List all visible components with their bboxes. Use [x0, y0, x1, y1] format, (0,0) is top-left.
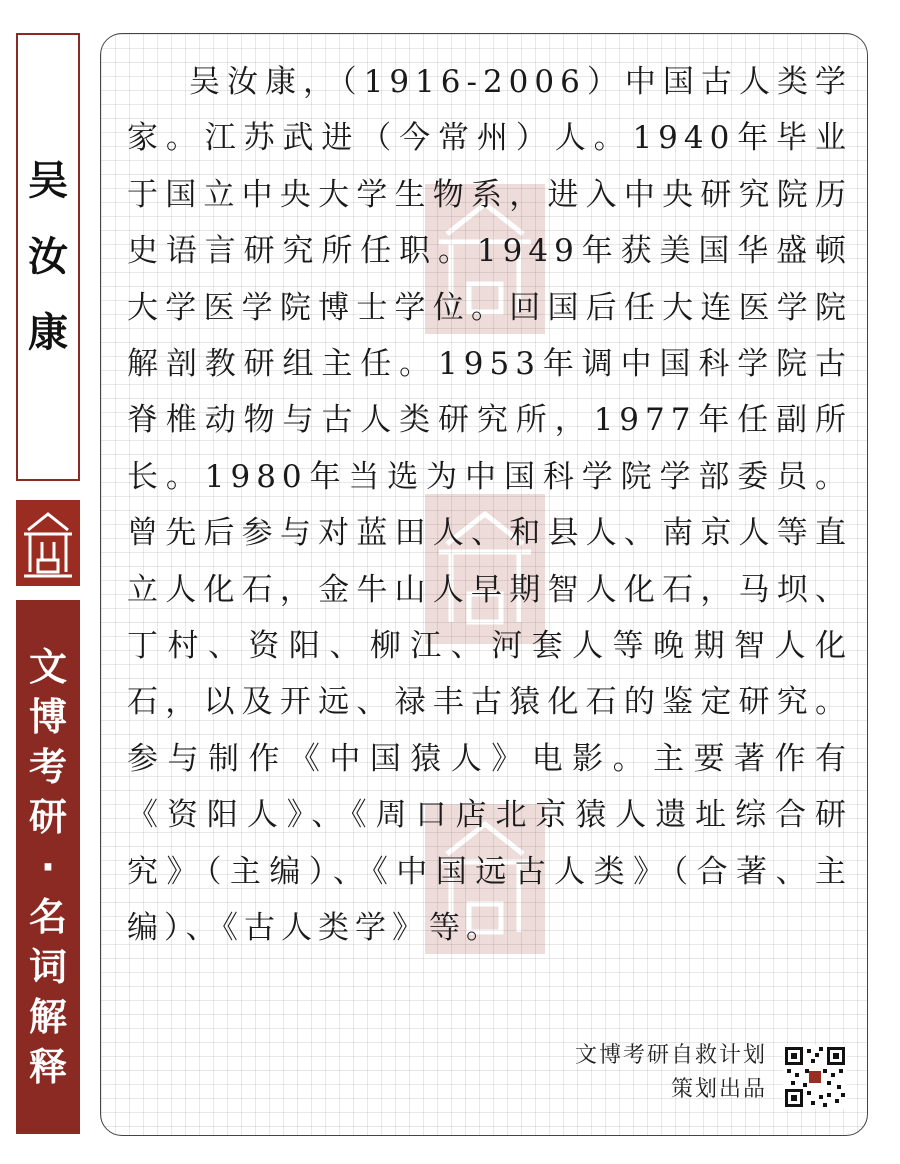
- term-char: 康: [28, 310, 68, 356]
- series-char: 考: [28, 745, 67, 789]
- credit-line-2: 策划出品: [670, 1077, 767, 1102]
- series-char: 研: [28, 795, 67, 839]
- series-char: ·: [40, 845, 56, 889]
- qr-code-icon[interactable]: [783, 1045, 847, 1109]
- seal-logo-icon: [16, 500, 80, 586]
- definition-text: 吴汝康，（1916-2006）中国古人类学家。江苏武进（今常州）人。1940年毕业于国立中央大学生物系，进入中央研究院历史语言研究所任职。1949年获美国华盛顿大学医学院博士学位。回国后任大连医学院解剖教研组主任。1953年调中国科学院古脊椎动物与古人类研究所，1977年任副所长。1980年当选为中国科学院学部委员。曾先后参与对蓝田人、和县人、南京人等直立人化石，金牛山人早期智人化石，马坝、丁村、资阳、柳江、河套人等晚期智人化石，以及开远、禄丰古猿化石的鉴定研究。参与制作《中国猿人》电影。主要著作有《资阳人》、《周口店北京猿人遗址综合研究》（主编）、《中国远古人类》（合著、主编）、《古人类学》等。: [127, 64, 852, 947]
- series-char: 文: [28, 645, 67, 689]
- term-char: 汝: [28, 234, 68, 280]
- grid-paper: [100, 33, 868, 1136]
- term-title-box: [16, 33, 80, 481]
- series-label-box: [16, 600, 80, 1134]
- series-char: 博: [28, 695, 67, 739]
- credit-line-1: 文博考研自救计划: [574, 1043, 767, 1068]
- series-char: 解: [28, 995, 67, 1039]
- series-char: 释: [28, 1045, 67, 1089]
- series-char: 名: [28, 895, 67, 939]
- term-char: 吴: [28, 158, 68, 204]
- series-char: 词: [28, 945, 67, 989]
- credit-footer: [575, 1039, 767, 1107]
